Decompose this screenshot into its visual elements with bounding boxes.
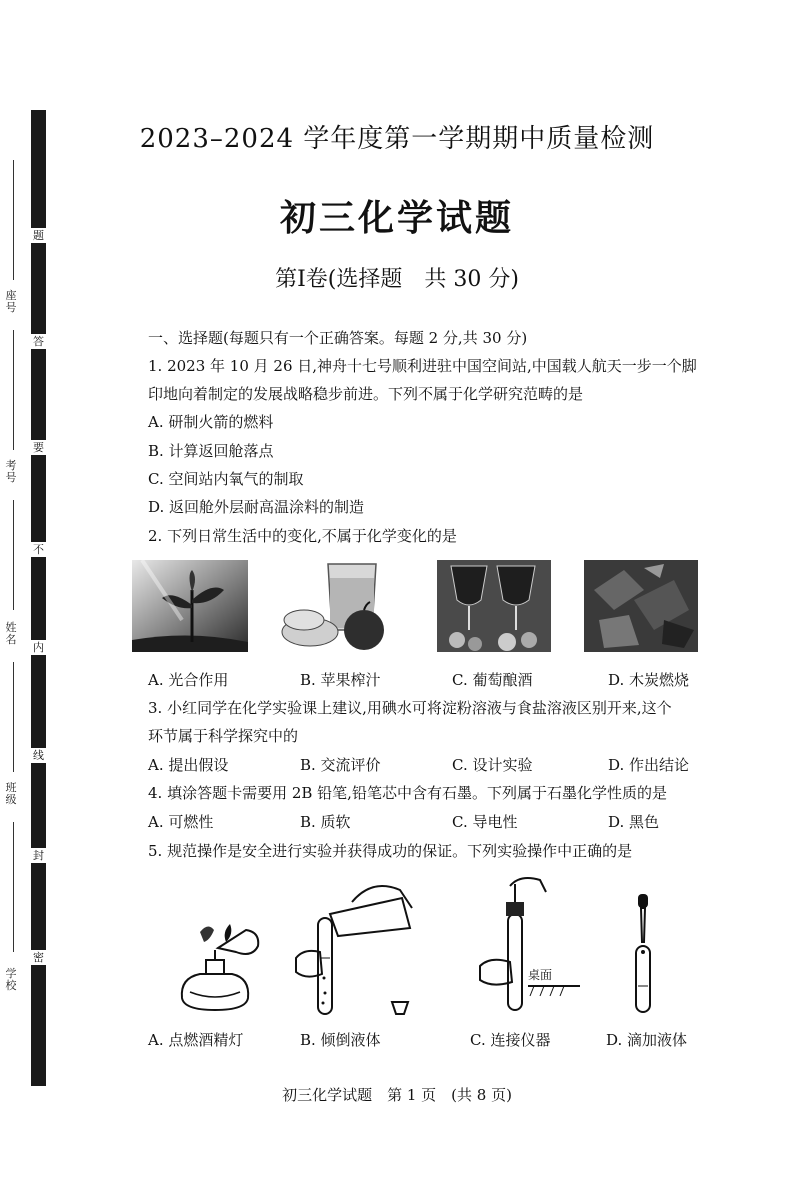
binding-char: 不 xyxy=(33,543,44,556)
section-heading: 一、选择题(每题只有一个正确答案。每题 2 分,共 30 分) xyxy=(148,329,528,347)
side-label-seat: 座号 xyxy=(5,289,17,314)
q2-option-b: B. 苹果榨汁 xyxy=(300,671,381,689)
q3-option-d: D. 作出结论 xyxy=(608,756,690,774)
side-label-class: 班级 xyxy=(5,781,17,806)
q5-option-c: C. 连接仪器 xyxy=(470,1031,551,1049)
q1-option-b: B. 计算返回舱落点 xyxy=(148,442,274,460)
photo-charcoal xyxy=(584,560,698,652)
diagram-adding-liquid-dropper xyxy=(618,890,668,1020)
q1-stem-line2: 印地向着制定的发展战略稳步前进。下列不属于化学研究范畴的是 xyxy=(148,385,584,403)
page-footer: 初三化学试题 第 1 页 (共 8 页) xyxy=(282,1086,512,1104)
section-title: 第Ⅰ卷(选择题 共 30 分) xyxy=(275,267,519,292)
binding-char: 题 xyxy=(33,229,44,242)
q3-option-b: B. 交流评价 xyxy=(300,756,381,774)
binding-strip xyxy=(31,110,46,1086)
q3-stem-line2: 环节属于科学探究中的 xyxy=(148,727,299,745)
photo-apple-juice xyxy=(280,560,388,652)
diagram-pouring-liquid xyxy=(292,878,422,1028)
diagram-connecting-apparatus xyxy=(470,872,580,1020)
fill-line xyxy=(13,500,14,610)
fill-line xyxy=(13,822,14,952)
q3-stem-line1: 3. 小红同学在化学实验课上建议,用碘水可将淀粉溶液与食盐溶液区别开来,这个 xyxy=(148,699,672,717)
q4-option-a: A. 可燃性 xyxy=(148,813,214,831)
q5-option-a: A. 点燃酒精灯 xyxy=(148,1031,244,1049)
q1-option-d: D. 返回舱外层耐高温涂料的制造 xyxy=(148,498,365,516)
q3-option-c: C. 设计实验 xyxy=(452,756,533,774)
side-label-exam-no: 考号 xyxy=(5,459,17,484)
exam-year-title: 2023–2024 学年度第一学期期中质量检测 xyxy=(139,124,655,154)
q5-option-d: D. 滴加液体 xyxy=(606,1031,688,1049)
fill-line xyxy=(13,662,14,772)
binding-char: 要 xyxy=(33,441,44,454)
side-label-school: 学校 xyxy=(5,967,17,992)
binding-char: 封 xyxy=(33,849,44,862)
subject-title: 初三化学试题 xyxy=(279,197,514,239)
binding-char: 密 xyxy=(33,951,44,964)
desk-label: 桌面 xyxy=(528,968,553,982)
q5-option-b: B. 倾倒液体 xyxy=(300,1031,381,1049)
diagram-lighting-alcohol-lamp xyxy=(160,912,270,1022)
q1-option-c: C. 空间站内氧气的制取 xyxy=(148,470,304,488)
binding-char: 线 xyxy=(33,749,44,762)
photo-photosynthesis xyxy=(132,560,248,652)
binding-char: 内 xyxy=(33,641,44,654)
q2-option-c: C. 葡萄酿酒 xyxy=(452,671,533,689)
q1-stem-line1: 1. 2023 年 10 月 26 日,神舟十七号顺利进驻中国空间站,中国载人航天一步一个脚 xyxy=(148,357,697,375)
q3-option-a: A. 提出假设 xyxy=(148,756,229,774)
photo-wine xyxy=(437,560,551,652)
q4-option-d: D. 黑色 xyxy=(608,813,660,831)
q2-option-d: D. 木炭燃烧 xyxy=(608,671,690,689)
fill-line xyxy=(13,330,14,450)
q4-option-c: C. 导电性 xyxy=(452,813,518,831)
q2-option-a: A. 光合作用 xyxy=(148,671,229,689)
q4-option-b: B. 质软 xyxy=(300,813,351,831)
q1-option-a: A. 研制火箭的燃料 xyxy=(148,413,274,431)
binding-char: 答 xyxy=(33,335,44,348)
side-label-name: 姓名 xyxy=(5,621,17,646)
q4-stem: 4. 填涂答题卡需要用 2B 铅笔,铅笔芯中含有石墨。下列属于石墨化学性质的是 xyxy=(148,784,667,802)
q2-stem: 2. 下列日常生活中的变化,不属于化学变化的是 xyxy=(148,527,457,545)
q5-stem: 5. 规范操作是安全进行实验并获得成功的保证。下列实验操作中正确的是 xyxy=(148,842,633,860)
